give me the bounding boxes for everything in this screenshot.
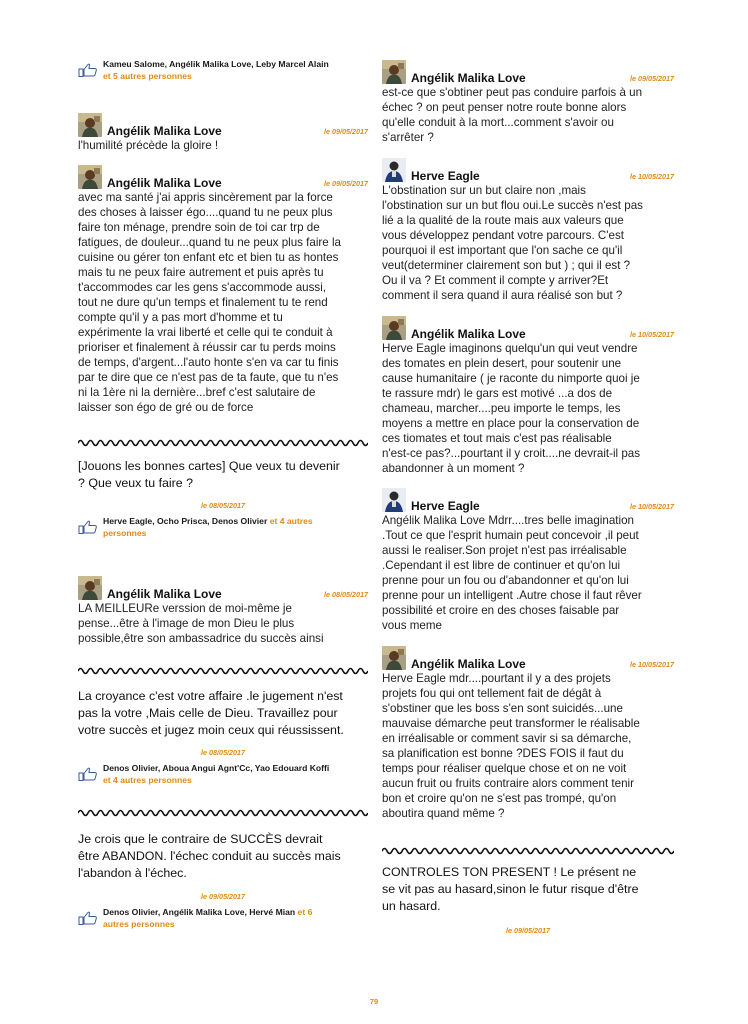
text-line: LA MEILLEURe verssion de moi-même je [78, 602, 292, 615]
likes-row [78, 762, 368, 786]
text-line: abandonner à un moment ? [382, 462, 525, 475]
post [78, 831, 368, 930]
comment-author[interactable]: Angélik Malika Love [107, 124, 222, 138]
comment-text [382, 513, 674, 633]
text-line: échec ? on peut penser notre route bonne alors [382, 101, 627, 114]
comment-header [382, 646, 674, 671]
text-line: est-ce que s'obtiner peut pas conduire parfois à un [382, 86, 643, 99]
page-number: 79 [369, 997, 379, 1006]
likes-more-link[interactable]: et 4 autres personnes [103, 775, 192, 785]
text-line: laisser son égo de gré ou de force [78, 401, 254, 414]
text-line: vous développez pendant votre parcours. C'est [382, 229, 624, 242]
text-line: te rassure mdr) le gars est motivé ...a dos de [382, 387, 613, 400]
likes-more-link[interactable]: et 5 autres personnes [103, 71, 192, 81]
text-line: lié a la qualité de la route mais aux valeurs que [382, 214, 624, 227]
text-line: Angélik Malika Love Mdrr....tres belle imagination [382, 514, 634, 527]
comment [78, 165, 368, 415]
likes-more-link[interactable]: et 6 [297, 907, 313, 917]
comment-date: le 09/05/2017 [324, 179, 368, 188]
text-line: votre succès et jugez moin ceux qui réussissent. [78, 723, 344, 737]
comment-author[interactable]: Angélik Malika Love [107, 587, 222, 601]
comment-date: le 10/05/2017 [630, 330, 674, 339]
post [78, 458, 368, 539]
avatar[interactable] [78, 165, 102, 189]
likes-more-link[interactable]: et 4 autres [269, 516, 313, 526]
post-text [78, 688, 368, 739]
comment [78, 113, 368, 153]
text-line: ces tiomates et tout mais c'est pas réalisable [382, 432, 612, 445]
comment-date: le 10/05/2017 [630, 172, 674, 181]
text-line: vous meme [382, 619, 442, 632]
comment-header [382, 60, 674, 85]
text-line: projets fou qui ont tellement fait de dégât à [382, 687, 602, 700]
text-line: temps pour réaliser quelque chose et on ne voit [382, 762, 627, 775]
comment-header [382, 158, 674, 183]
text-line: ? Que veux tu faire ? [78, 476, 194, 490]
likes-names[interactable]: Denos Olivier, Angélik Malika Love, Hervé Mian [103, 907, 296, 917]
text-line: aboutira quand même ? [382, 807, 505, 820]
text-line: ni la 1ère ni la dernière...bref c'est salutaire de [78, 386, 316, 399]
likes-names[interactable]: Kameu Salome, Angélik Malika Love, Leby Marcel Alain [103, 59, 329, 69]
avatar[interactable] [382, 158, 406, 182]
post-text [78, 831, 368, 882]
comment-header [78, 113, 368, 138]
wavy-separator [78, 808, 368, 818]
post [78, 688, 368, 786]
text-line: l'abandon à l'échec. [78, 866, 187, 880]
post-date: le 08/05/2017 [201, 748, 245, 757]
comment-text: l'humilité précède la gloire ! [78, 139, 219, 152]
post-date: le 08/05/2017 [201, 501, 245, 510]
text-line: possible,être son ambassadrice du succès ainsi [78, 632, 324, 645]
comment [382, 316, 674, 476]
likes-row [78, 906, 368, 930]
text-line: prenne pour un intelligent .Autre chose il faut rêver [382, 589, 642, 602]
post [382, 864, 674, 935]
comment-text [78, 601, 368, 646]
comment [382, 488, 674, 633]
wavy-separator [382, 846, 674, 856]
text-line: mais tu ne peux faire autrement et puis après tu [78, 266, 324, 279]
text-line: t'accommodes car les gens s'accommode aussi, [78, 281, 326, 294]
comment [382, 60, 674, 145]
likes-more-link[interactable]: autres personnes [103, 919, 175, 929]
wavy-separator [78, 666, 368, 676]
text-line: faire ton ménage, prendre soin de toi car trp de [78, 221, 320, 234]
text-line: un hasard. [382, 899, 441, 913]
text-line: Herve Eagle mdr....pourtant il y a des projets [382, 672, 611, 685]
text-line: prioriser et finalement à réussir car tu perds moins [78, 341, 336, 354]
comment-text [78, 190, 368, 415]
comment-header [382, 316, 674, 341]
text-line: La croyance c'est votre affaire .le jugement n'est [78, 689, 343, 703]
text-line: en irréalisable or comment savir si sa démarche, [382, 732, 632, 745]
thumbs-up-icon[interactable] [78, 767, 98, 781]
text-line: Herve Eagle imaginons quelqu'un qui veut vendre [382, 342, 638, 355]
thumbs-up-icon[interactable] [78, 520, 98, 534]
text-line: fatigues, de douleur...quand tu ne peux plus faire la [78, 236, 341, 249]
likes-row [78, 58, 368, 82]
comment-date: le 10/05/2017 [630, 502, 674, 511]
avatar[interactable] [382, 316, 406, 340]
avatar[interactable] [78, 576, 102, 600]
text-line: expérimente la vrai liberté et celle qui te conduit à [78, 326, 333, 339]
comment [382, 158, 674, 303]
comment-author[interactable]: Angélik Malika Love [107, 176, 222, 190]
likes-names[interactable]: Herve Eagle, Ocho Prisca, Denos Olivier [103, 516, 268, 526]
text-line: par te dire que ce n'est pas de ta faute, que tu n'es [78, 371, 339, 384]
text-line: aussi le realiser.Son projet n'est pas irréalisable [382, 544, 627, 557]
post-text [78, 458, 368, 492]
text-line: cuisine ou gérer ton enfant etc et bien tu as hontes [78, 251, 339, 264]
text-line: .Tout ce que l'esprit humain peut concevoir ,il peut [382, 529, 639, 542]
comment-header [78, 165, 368, 190]
text-line: pense...être à l'image de mon Dieu le plus [78, 617, 295, 630]
text-line: tout ne dure qu'un temps et finalement tu te rend [78, 296, 328, 309]
comment-text [382, 671, 674, 821]
comment-author[interactable]: Herve Eagle [411, 499, 480, 513]
text-line: avec ma santé j'ai appris sincèrement par la force [78, 191, 333, 204]
thumbs-up-icon[interactable] [78, 63, 98, 77]
avatar[interactable] [382, 488, 406, 512]
text-line: moyens a mettre en place pour la conservation de [382, 417, 640, 430]
text-line: veut(determiner clairement son but ) ; qui il est ? [382, 259, 631, 272]
likes-text [103, 58, 329, 82]
comment-author[interactable]: Herve Eagle [411, 169, 480, 183]
text-line: pourquoi il est important que l'on sache ce qu'il [382, 244, 623, 257]
text-line: prenne pour un fou ou d'abandonner et qu'on lui [382, 574, 629, 587]
likes-text [103, 515, 313, 539]
likes-names[interactable]: Denos Olivier, Aboua Angui Agnt'Cc, Yao Edouard Koffi [103, 763, 330, 773]
comment-header [382, 488, 674, 513]
post-date: le 09/05/2017 [506, 926, 550, 935]
text-line: compte qu'il y a pas mort d'homme et tu [78, 311, 283, 324]
text-line: .Cependant il est libre de continuer et qu'on lui [382, 559, 621, 572]
avatar[interactable] [382, 60, 406, 84]
post-text [382, 864, 674, 915]
post-date: le 09/05/2017 [201, 892, 245, 901]
comment [382, 646, 674, 821]
text-line: n'est-ce pas?...pourtant il y croit....ne devrait-il pas [382, 447, 641, 460]
text-line: des choses à laisser égo....quand tu ne peux plus [78, 206, 333, 219]
text-line: s'obstiner que les boss s'en sont suicidés...une [382, 702, 623, 715]
text-line: aucun fruit ou fruits contraire alors comment tenir [382, 777, 634, 790]
likes-text [103, 762, 329, 786]
text-line: [Jouons les bonnes cartes] Que veux tu devenir [78, 459, 340, 473]
text-line: des tomates en plein desert, pour soutenir une [382, 357, 622, 370]
comment-date: le 10/05/2017 [630, 660, 674, 669]
comment-text [382, 183, 674, 303]
comment-text [382, 341, 674, 476]
comment-header [78, 576, 368, 601]
text-line: sa planification est bonne ?DES FOIS il faut du [382, 747, 624, 760]
comment [78, 576, 368, 646]
likes-more-link[interactable]: personnes [103, 528, 147, 538]
text-line: bon et croire qu'on ne s'est pas trompé, qu'on [382, 792, 617, 805]
text-line: Je crois que le contraire de SUCCÈS devrait [78, 832, 323, 846]
avatar[interactable] [382, 646, 406, 670]
comment-author[interactable]: Angélik Malika Love [411, 71, 526, 85]
text-line: L'obstination sur un but claire non ,mais [382, 184, 586, 197]
thumbs-up-icon[interactable] [78, 911, 98, 925]
text-line: Ou il va ? Et comment il compte y arriver?Et [382, 274, 609, 287]
text-line: être ABANDON. l'échec conduit au succès mais [78, 849, 341, 863]
text-line: qu'elle conduit à la mort...comment s'avoir ou [382, 116, 614, 129]
text-line: CONTROLES TON PRESENT ! Le présent ne [382, 865, 637, 879]
text-line: comment il sera quand il aura réalisé son but ? [382, 289, 623, 302]
comment-date: le 09/05/2017 [324, 127, 368, 136]
text-line: se vit pas au hasard,sinon le futur risque d'être [382, 882, 639, 896]
text-line: mauvaise démarche peut transformer le réalisable [382, 717, 640, 730]
text-line: de temps, d'argent...l'auto honte s'en va car tu finis [78, 356, 339, 369]
text-line: s'arrêter ? [382, 131, 434, 144]
likes-text [103, 906, 312, 930]
text-line: possibilité et croire en des choses faisable par [382, 604, 620, 617]
comment-author[interactable]: Angélik Malika Love [411, 327, 526, 341]
wavy-separator [78, 438, 368, 448]
comment-author[interactable]: Angélik Malika Love [411, 657, 526, 671]
text-line: chameau, marcher....peu importe le temps, les [382, 402, 621, 415]
comment-date: le 08/05/2017 [324, 590, 368, 599]
text-line: l'obstination sur un but flou oui.Le succès n'est pas [382, 199, 643, 212]
comment-text [382, 85, 674, 145]
text-line: pas la votre ,Mais celle de Dieu. Travaillez pour [78, 706, 338, 720]
comment-date: le 09/05/2017 [630, 74, 674, 83]
likes-row [78, 515, 368, 539]
text-line: cause humanitaire ( je raconte du nimporte quoi je [382, 372, 640, 385]
avatar[interactable] [78, 113, 102, 137]
